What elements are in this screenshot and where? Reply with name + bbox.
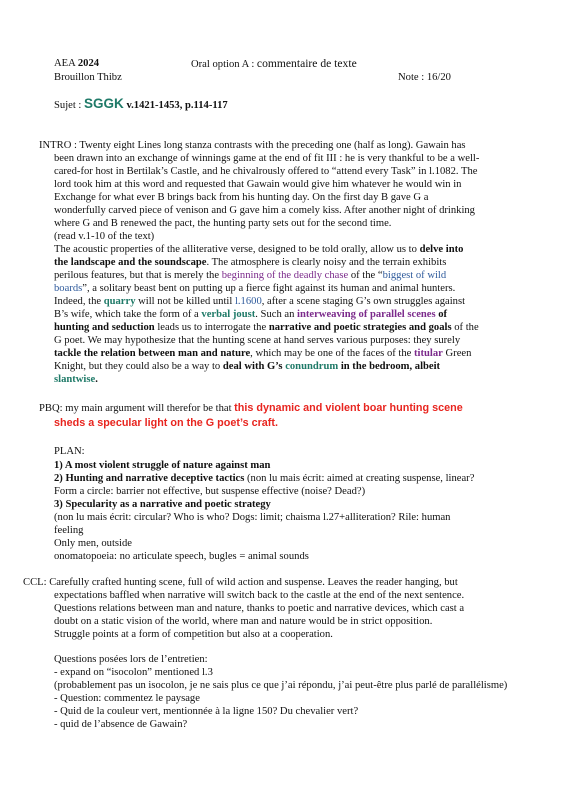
question-line: (probablement pas un isocolon, je ne sais plus ce que j’ai répondu, j’ai peut-être plus parlé de parallélisme) <box>54 680 508 691</box>
intro-text: delve into <box>419 244 464 255</box>
intro-text: Knight, but they could also be a way to <box>54 361 223 372</box>
plan-text: 2) Hunting and narrative deceptive tactics <box>54 473 245 484</box>
intro-line <box>39 191 564 204</box>
intro-line <box>39 360 564 373</box>
intro-body <box>39 139 564 386</box>
intro-text: of the <box>451 322 479 333</box>
plan-text: 3) Specularity as a narrative and poetic strategy <box>54 499 271 510</box>
exam-title-type: commentaire de texte <box>256 57 357 70</box>
intro-text: . <box>95 374 98 385</box>
conclusion-line: CCL: Carefully crafted hunting scene, full of wild action and suspense. Leaves the reader hanging, but <box>23 577 458 588</box>
conclusion-body <box>23 576 553 641</box>
plan-text: 1) A most violent struggle of nature against man <box>54 460 271 471</box>
question-line: - expand on “isocolon” mentioned l.3 <box>54 667 213 678</box>
plan-line <box>54 459 559 472</box>
plan-line <box>54 511 559 524</box>
plan-text: feeling <box>54 525 84 536</box>
intro-text: deal with G’s <box>222 361 286 372</box>
subject-line <box>54 97 228 112</box>
conclusion-line: Questions relations between man and nature, thanks to poetic and narrative devices, which cast a <box>54 603 465 614</box>
intro-line <box>39 308 564 321</box>
intro-text: in the bedroom, albeit <box>338 361 441 372</box>
intro-text: cared-for host in Bertilak’s Castle, and he chivalrously offered to “attend every Task” in l.1082. The <box>54 166 478 177</box>
intro-text: biggest of wild <box>382 270 447 281</box>
question-line: Questions posées lors de l’entretien: <box>54 654 208 665</box>
intro-line <box>39 243 564 256</box>
intro-text: The acoustic properties of the alliterative verse, designed to be told orally, allow us to <box>54 244 420 255</box>
question-line: - Question: commentez le paysage <box>54 693 200 704</box>
plan-line <box>54 550 559 563</box>
intro-line <box>39 165 564 178</box>
intro-text: . Such an <box>255 309 298 320</box>
intro-text: lord took him at this word and requested that Gawain would give him whatever he would win in <box>54 179 462 190</box>
plan-line <box>54 524 559 537</box>
plan-line <box>54 498 559 511</box>
questions-body <box>54 653 559 731</box>
draft-author: Brouillon Thibz <box>54 72 122 83</box>
intro-line <box>39 373 564 386</box>
plan-line <box>54 537 559 550</box>
plan-body <box>54 459 559 563</box>
intro-text: of <box>435 309 448 320</box>
intro-text: G poet. We may hypothesize that the hunting scene at hand serves various purposes: they surely <box>54 335 461 346</box>
intro-text: (read v.1-10 of the text) <box>54 231 155 242</box>
question-line: - Quid de la couleur vert, mentionnée à la ligne 150? Du chevalier vert? <box>54 706 359 717</box>
conclusion-line: doubt on a static vision of the world, where man and nature would be in strict opposition. <box>54 616 433 627</box>
intro-text: where G and B renewed the pact, the hunting party sets out for the second time. <box>54 218 392 229</box>
intro-text: of the “ <box>348 270 383 281</box>
plan-section <box>54 445 559 563</box>
intro-text: been drawn into an exchange of winnings game at the end of fit III : he is very thankful to be a well- <box>54 153 480 164</box>
pbq-section <box>39 402 564 430</box>
plan-text: onomatopoeia: no articulate speech, bugles = animal sounds <box>54 551 309 562</box>
exam-title <box>191 57 357 71</box>
intro-line <box>39 295 564 308</box>
intro-text: will not be killed until <box>135 296 235 307</box>
pbq-argument-2: sheds a specular light on the G poet’s craft. <box>54 417 278 429</box>
intro-text: tackle the relation between man and nature <box>54 348 251 359</box>
intro-text: l.1600 <box>234 296 262 307</box>
intro-text: INTRO : Twenty eight Lines long stanza contrasts with the preceding one (half as long). Gawain has <box>39 140 466 151</box>
pbq-line-1 <box>39 402 564 415</box>
questions-section <box>54 653 559 731</box>
plan-line <box>54 485 559 498</box>
conclusion-line: expectations baffled when narrative will switch back to the castle at the end of the next sentence. <box>54 590 465 601</box>
intro-line <box>39 139 564 152</box>
intro-text: hunting and seduction <box>54 322 155 333</box>
intro-line <box>39 269 564 282</box>
subject-title: SGGK <box>84 96 124 111</box>
intro-line <box>39 204 564 217</box>
plan-heading: PLAN: <box>54 446 85 457</box>
question-line: - quid de l’absence de Gawain? <box>54 719 188 730</box>
course-name: AEA <box>54 58 76 69</box>
plan-text: (non lu mais écrit: aimed at creating suspense, linear? <box>244 473 475 484</box>
plan-line <box>54 472 559 485</box>
plan-text: Only men, outside <box>54 538 132 549</box>
intro-text: perilous features, but that is merely the <box>54 270 222 281</box>
intro-text: , after a scene staging G’s own struggles against <box>261 296 466 307</box>
exam-title-option: Oral option A : <box>191 59 257 70</box>
intro-line <box>39 230 564 243</box>
intro-line <box>39 178 564 191</box>
intro-text: verbal joust <box>201 309 256 320</box>
intro-text: narrative and poetic strategies and goals <box>268 322 452 333</box>
intro-line <box>39 282 564 295</box>
intro-text: Exchange for what ever B brings back from his hunting day. On the first day B gave G a <box>54 192 429 203</box>
intro-text: . The atmosphere is clearly noisy and the terrain exhibits <box>206 257 447 268</box>
intro-text: beginning of the deadly chase <box>221 270 349 281</box>
intro-text: conundrum <box>285 361 339 372</box>
conclusion-line: Struggle points at a form of competition but also at a cooperation. <box>54 629 333 640</box>
subject-label: Sujet : <box>54 100 85 111</box>
intro-line <box>39 347 564 360</box>
intro-line <box>39 334 564 347</box>
pbq-argument-1: this dynamic and violent boar hunting scene <box>234 402 463 414</box>
subject-reference: v.1421-1453, p.114-117 <box>123 100 228 111</box>
intro-text: Indeed, the <box>54 296 104 307</box>
intro-text: titular <box>414 348 443 359</box>
intro-section <box>39 139 564 386</box>
intro-text: boards <box>54 283 83 294</box>
pbq-prefix: PBQ: my main argument will therefor be that <box>39 403 235 414</box>
intro-line <box>39 256 564 269</box>
intro-line <box>39 217 564 230</box>
conclusion-section <box>23 576 553 641</box>
header-course <box>54 57 99 70</box>
intro-text: leads us to interrogate the <box>154 322 269 333</box>
intro-text: ”, a solitary beast bent on putting up a fierce fight against its human and animal hunters. <box>82 283 456 294</box>
intro-text: quarry <box>103 296 136 307</box>
plan-text: Form a circle: barrier not effective, but suspense effective (noise? Dead?) <box>54 486 366 497</box>
course-year: 2024 <box>77 58 100 69</box>
intro-text: slantwise <box>54 374 96 385</box>
intro-text: Green <box>442 348 472 359</box>
intro-text: interweaving of parallel scenes <box>297 309 436 320</box>
grade: Note : 16/20 <box>398 72 451 83</box>
intro-text: , which may be one of the faces of the <box>250 348 415 359</box>
intro-text: wonderfully carved piece of venison and G gave him a comely kiss. After another night of drinking <box>54 205 475 216</box>
intro-text: B’s wife, which take the form of a <box>54 309 202 320</box>
intro-text: the landscape and the soundscape <box>54 257 207 268</box>
plan-text: (non lu mais écrit: circular? Who is who? Dogs: limit; chaisma l.27+alliteration? Rile: human <box>54 512 451 523</box>
intro-line <box>39 321 564 334</box>
intro-line <box>39 152 564 165</box>
